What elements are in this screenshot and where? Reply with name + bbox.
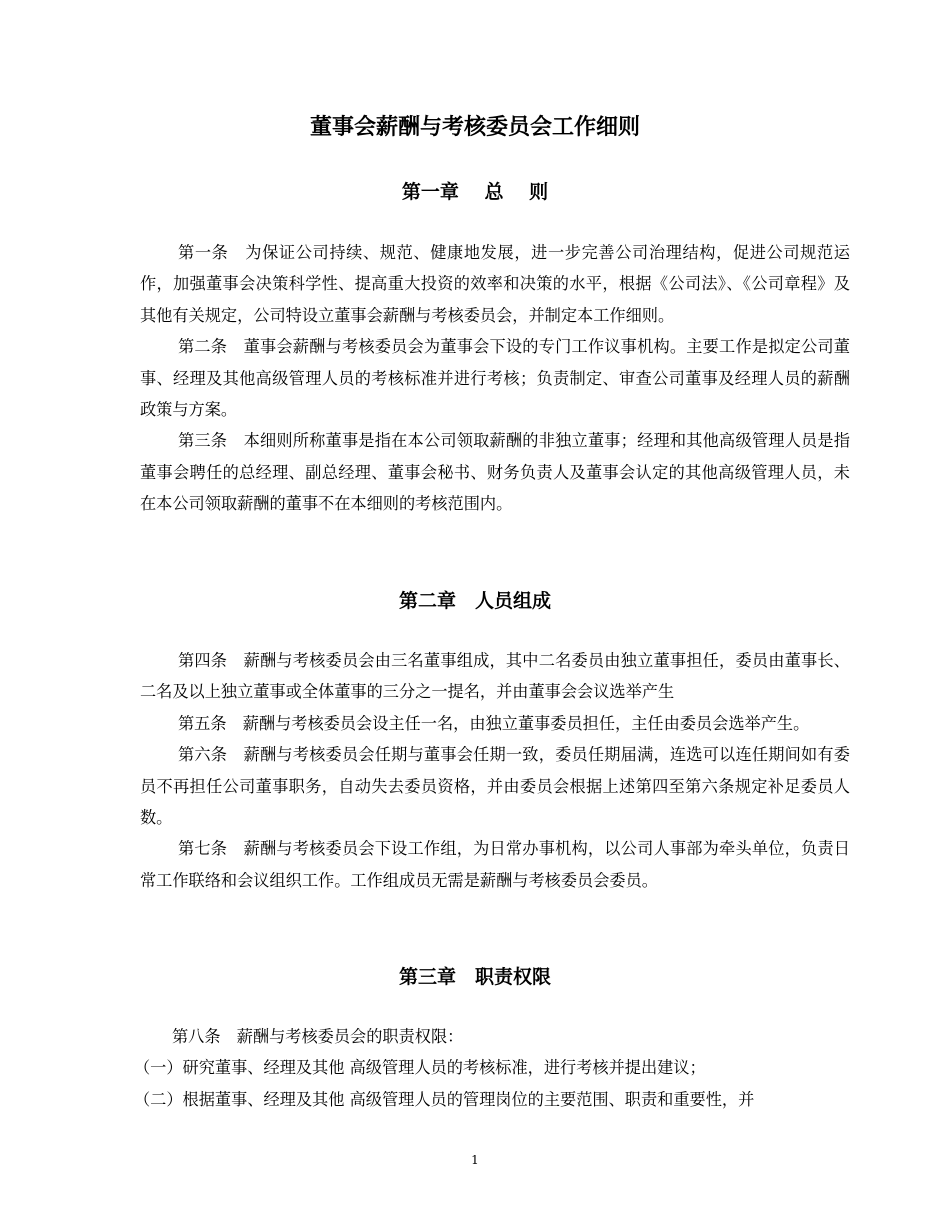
chapter-2-body xyxy=(140,645,850,896)
chapter-3-body xyxy=(134,1021,852,1115)
article-1: 第一条 为保证公司持续、规范、健康地发展，进一步完善公司治理结构，促进公司规范运作，加强董事会决策科学性、提高重大投资的效率和决策的水平，根据《公司法》、《公司章程》及其他有关规定，公司特设立董事会薪酬与考核委员会，并制定本工作细则。 xyxy=(140,243,850,325)
article-5: 第五条 薪酬与考核委员会设主任一名，由独立董事委员担任，主任由委员会选举产生。 xyxy=(178,713,810,733)
article-2: 第二条 董事会薪酬与考核委员会为董事会下设的专门工作议事机构。主要工作是拟定公司董事、经理及其他高级管理人员的考核标准并进行考核；负责制定、审查公司董事及经理人员的薪酬政策与方案。 xyxy=(140,337,850,420)
chapter-1-heading: 第一章 总 则 xyxy=(401,181,549,203)
article-3: 第三条 本细则所称董事是指在本公司领取薪酬的非独立董事；经理和其他高级管理人员是指董事会聘任的总经理、副总经理、董事会秘书、财务负责人及董事会认定的其他高级管理人员，未在本公司领取薪酬的董事不在本细则的考核范围内。 xyxy=(140,431,850,514)
page-number: 1 xyxy=(471,1153,479,1167)
document-title: 董事会薪酬与考核委员会工作细则 xyxy=(309,114,640,140)
chapter-1-body xyxy=(140,237,850,520)
article-8: 第八条 薪酬与考核委员会的职责权限： xyxy=(172,1027,464,1046)
article-4: 第四条 薪酬与考核委员会由三名董事组成，其中二名委员由独立董事担任，委员由董事长、二名及以上独立董事或全体董事的三分之一提名，并由董事会会议选举产生 xyxy=(140,651,850,702)
chapter-2-heading: 第二章 人员组成 xyxy=(398,590,551,612)
chapter-3-heading: 第三章 职责权限 xyxy=(398,966,551,988)
article-6: 第六条 薪酬与考核委员会任期与董事会任期一致，委员任期届满，连选可以连任期间如有委员不再担任公司董事职务，自动失去委员资格，并由委员会根据上述第四至第六条规定补足委员人数。 xyxy=(140,745,850,828)
duty-item-2: （二）根据董事、经理及其他 高级管理人员的管理岗位的主要范围、职责和重要性，并 xyxy=(134,1089,755,1109)
duty-item-1: （一）研究董事、经理及其他 高级管理人员的考核标准，进行考核并提出建议； xyxy=(134,1058,706,1078)
article-7: 第七条 薪酬与考核委员会下设工作组，为日常办事机构，以公司人事部为牵头单位，负责日常工作联络和会议组织工作。工作组成员无需是薪酬与考核委员会委员。 xyxy=(140,839,850,890)
